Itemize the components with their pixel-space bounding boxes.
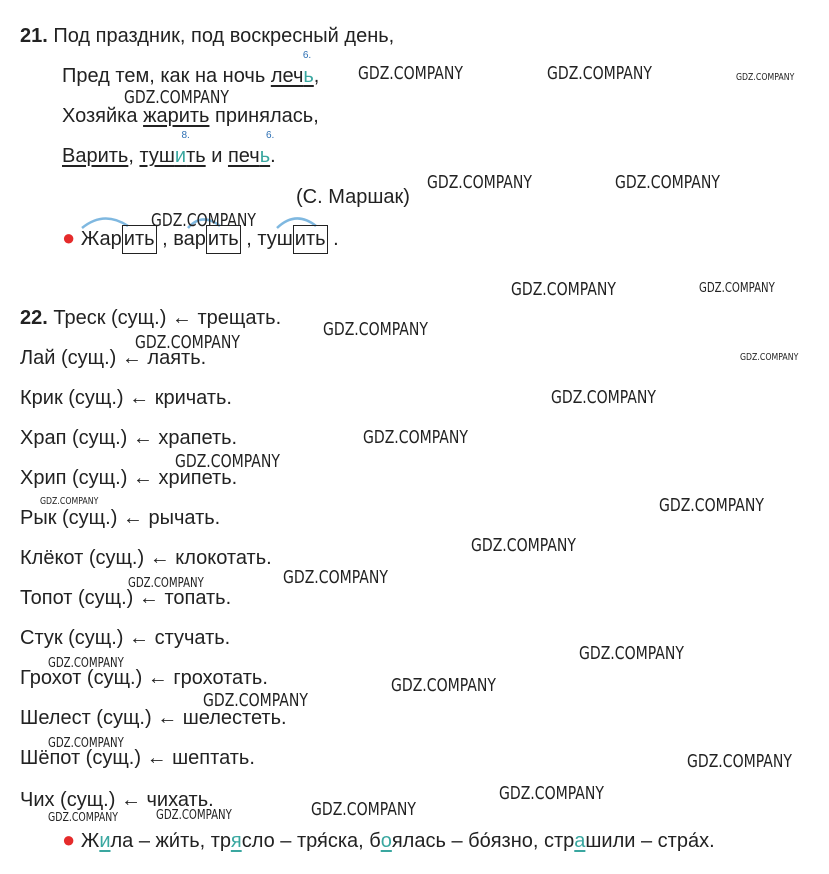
watermark: GDZ.COMPANY <box>175 451 280 472</box>
ex22-line: Топот (сущ.) ← топать. <box>20 587 232 609</box>
ex21-word-pech: печь 6. <box>227 130 275 167</box>
ex21-spelling-mark: 6. <box>302 50 312 61</box>
ex22-line: Лай (сущ.) ← лаять. <box>20 347 207 369</box>
ex21-number: 21. <box>20 25 48 47</box>
watermark: GDZ.COMPANY <box>736 72 795 83</box>
ex22-line: Клёкот (сущ.) ← клокотать. <box>20 547 272 569</box>
bullet-icon: ● <box>62 225 76 250</box>
watermark: GDZ.COMPANY <box>40 496 99 507</box>
watermark: GDZ.COMPANY <box>323 319 428 340</box>
watermark: GDZ.COMPANY <box>363 427 468 448</box>
ex21-line4: Варить, тушить 8. и печь 6. . <box>62 130 276 167</box>
ex21-author: (С. Маршак) <box>296 186 410 208</box>
watermark: GDZ.COMPANY <box>311 799 416 820</box>
watermark: GDZ.COMPANY <box>128 576 204 591</box>
watermark: GDZ.COMPANY <box>659 495 764 516</box>
ex21-poem-line-1: Под праздник, под воскресный день, <box>53 25 395 47</box>
watermark: GDZ.COMPANY <box>427 172 532 193</box>
ex22-line: Хрип (сущ.) ← хрипеть. <box>20 467 238 489</box>
watermark: GDZ.COMPANY <box>740 352 799 363</box>
watermark: GDZ.COMPANY <box>156 808 232 823</box>
ending-box: ить <box>206 225 241 254</box>
watermark: GDZ.COMPANY <box>203 690 308 711</box>
watermark: GDZ.COMPANY <box>699 281 775 296</box>
ex22-line: Храп (сущ.) ← храпеть. <box>20 427 238 449</box>
ending-box: ить <box>293 225 328 254</box>
ending-box: ить <box>122 225 157 254</box>
ex22-task: ● Жила – жи́ть, трясло – тря́ска, боялась – бо́язно, страшили – стра́х. <box>62 827 715 852</box>
ex21-word-tushit: тушить 8. <box>139 130 206 167</box>
ex22-line: Рык (сущ.) ← рычать. <box>20 507 221 529</box>
watermark: GDZ.COMPANY <box>615 172 720 193</box>
watermark: GDZ.COMPANY <box>687 751 792 772</box>
watermark: GDZ.COMPANY <box>48 810 119 824</box>
ex21-spelling-mark: 8. <box>181 130 190 141</box>
watermark: GDZ.COMPANY <box>499 783 604 804</box>
watermark: GDZ.COMPANY <box>48 736 124 751</box>
watermark: GDZ.COMPANY <box>124 87 229 108</box>
ex21-word-varit: Варить <box>62 145 129 167</box>
watermark: GDZ.COMPANY <box>48 656 124 671</box>
watermark: GDZ.COMPANY <box>358 63 463 84</box>
ex22-line: Шёпот (сущ.) ← шептать. <box>20 747 255 769</box>
ex21-word-lech: лечь 6. <box>270 50 314 87</box>
bullet-icon: ● <box>62 827 76 852</box>
watermark: GDZ.COMPANY <box>511 279 616 300</box>
ex22-line: Крик (сущ.) ← кричать. <box>20 387 232 409</box>
ex21-line2 <box>62 50 320 88</box>
ex21-spelling-mark: 6. <box>265 130 275 141</box>
watermark: GDZ.COMPANY <box>391 675 496 696</box>
ex22-line: Стук (сущ.) ← стучать. <box>20 627 231 649</box>
ex22-line: Шелест (сущ.) ← шелестеть. <box>20 707 287 729</box>
ex22-line-0: 22. Треск (сущ.) ← трещать. <box>20 307 282 329</box>
ex22-line: Грохот (сущ.) ← грохотать. <box>20 667 268 689</box>
watermark: GDZ.COMPANY <box>283 567 388 588</box>
ex21-line3: Хозяйка жарить принялась, <box>62 105 319 127</box>
ex21-line2-pre: Пред тем, как на ночь <box>62 65 271 87</box>
watermark: GDZ.COMPANY <box>551 387 656 408</box>
watermark: GDZ.COMPANY <box>151 210 256 231</box>
watermark: GDZ.COMPANY <box>135 332 240 353</box>
ex22-number: 22. <box>20 307 48 329</box>
ex22-line: Чих (сущ.) ← чихать. <box>20 789 214 811</box>
ex21-task: ● Жар ить , вар ить , туш ить . <box>62 224 339 254</box>
watermark: GDZ.COMPANY <box>471 535 576 556</box>
ex21-line1 <box>20 24 394 48</box>
ex21-word-zharit: жарить <box>143 105 210 127</box>
watermark: GDZ.COMPANY <box>547 63 652 84</box>
watermark: GDZ.COMPANY <box>579 643 684 664</box>
ex21-line2-post: , <box>313 65 320 87</box>
